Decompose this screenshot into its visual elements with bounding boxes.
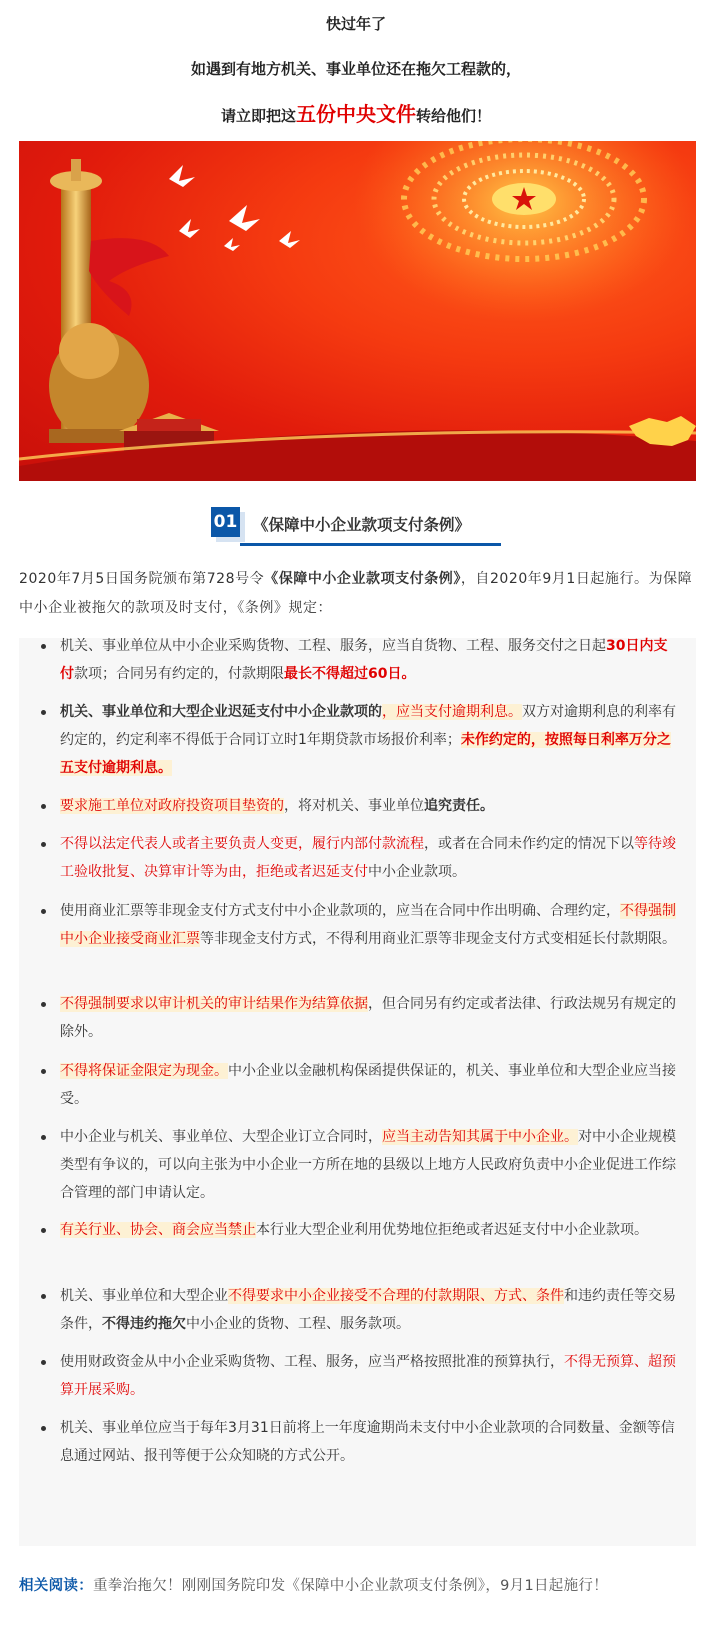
list-item [60,1282,680,1338]
item-text: 机关、事业单位和大型企业 [60,1288,228,1304]
item-emphasis: ，应当支付逾期利息。 [382,704,522,720]
item-text: 中小企业与机关、事业单位、大型企业订立合同时， [60,1129,382,1145]
lead-paragraph [19,565,695,623]
item-bold: 追究责任。 [424,798,494,814]
item-text: ，但合同另有约定或者法律、行政法规另有规定的除外。 [60,996,676,1040]
intro-line-1: 快过年了 [325,15,386,33]
related-reading [19,1572,695,1600]
item-text: ，将对机关、事业单位 [284,798,424,814]
lead-text-2: ，自2020年9月1日起施行。为保障中小企业被拖欠的款项及时支付，《条例》规定： [19,571,693,616]
intro-line-3-pre: 请立即把这 [220,107,296,125]
item-text: 中小企业的货物、工程、服务款项。 [186,1316,410,1332]
section-header [211,507,501,547]
list-item [60,632,680,688]
section-underline [240,543,501,546]
item-emphasis: 未作约定的，按照每日利率万分之五支付逾期利息。 [60,732,671,776]
item-bold: 不得违约拖欠 [102,1316,186,1332]
intro-line-3-post: 转给他们！ [416,107,492,125]
item-text: 机关、事业单位应当于每年3月31日前将上一年度逾期尚未支付中小企业款项的合同数量、金额等信息通过网站、报刊等便于公众知晓的方式公开。 [60,1420,675,1464]
bullet [41,1228,46,1233]
item-text: ，或者在合同未作约定的情况下以 [424,836,634,852]
list-item [60,1414,680,1470]
item-text: 和违约责任等交易条件， [60,1288,676,1332]
item-emphasis: 30日内支付 [60,638,668,682]
item-emphasis: 不得强制要求以审计机关的审计结果作为结算依据 [60,996,368,1012]
dove-icons [169,165,300,251]
item-text: 中小企业以金融机构保函提供保证的，机关、事业单位和大型企业应当接受。 [60,1063,676,1107]
bullet [41,644,46,649]
item-emphasis: 有关行业、协会、商会应当禁止 [60,1222,256,1238]
bullet [41,1069,46,1074]
emblem-rings [354,141,694,321]
list-item [60,1348,680,1404]
bullet [41,804,46,809]
intro-line-3 [0,98,712,127]
item-text: 款项；合同另有约定的，付款期限 [74,666,284,682]
item-text: 对中小企业规模类型有争议的，可以向主张为中小企业一方所在地的县级以上地方人民政府负责中小企业促进工作综合管理的部门申请认定。 [60,1129,676,1201]
list-item [60,1057,680,1113]
related-label: 相关阅读： [19,1578,93,1594]
intro-highlight: 五份中央文件 [296,102,416,126]
lead-regulation-title: 《保障中小企业款项支付条例》 [264,571,461,587]
bullet [41,909,46,914]
lead-text: 2020年7月5日国务院颁布第728号令 [19,571,265,587]
item-text: 使用财政资金从中小企业采购货物、工程、服务，应当严格按照批准的预算执行， [60,1354,564,1370]
item-bold: 机关、事业单位和大型企业迟延支付中小企业款项的 [60,704,382,720]
section-title: 《保障中小企业款项支付条例》 [253,516,471,534]
bullet [41,1360,46,1365]
bullet [41,710,46,715]
item-text: 等非现金支付方式，不得利用商业汇票等非现金支付方式变相延长付款期限。 [200,931,676,947]
item-text: 双方对逾期利息的利率有约定的，约定利率不得低于合同订立时1年期贷款市场报价利率； [60,704,676,748]
list-item [60,698,680,782]
item-emphasis: 最长不得超过60日。 [284,666,416,682]
banner-image [19,141,696,481]
intro-line-2: 如遇到有地方机关、事业单位还在拖欠工程款的， [190,60,521,78]
item-emphasis: 要求施工单位对政府投资项目垫资的 [60,798,284,814]
item-emphasis: 不得强制中小企业接受商业汇票 [60,903,676,947]
item-text: 使用商业汇票等非现金支付方式支付中小企业款项的，应当在合同中作出明确、合理约定， [60,903,620,919]
list-item [60,830,680,886]
bullet [41,1294,46,1299]
item-text: 中小企业款项。 [368,864,466,880]
section-number: 01 [211,507,240,537]
item-emphasis: 应当主动告知其属于中小企业。 [382,1129,578,1145]
bullet [41,1426,46,1431]
list-item [60,990,680,1046]
list-item [60,792,680,820]
item-emphasis: 不得将保证金限定为现金。 [60,1063,228,1079]
bullet [41,1002,46,1007]
list-item [60,1123,680,1207]
list-item [60,897,680,953]
related-article-link[interactable]: 重拳治拖欠！刚刚国务院印发《保障中小企业款项支付条例》，9月1日起施行！ [93,1578,608,1594]
item-emphasis: 不得以法定代表人或者主要负责人变更，履行内部付款流程 [60,836,424,852]
bullet [41,842,46,847]
bullet [41,1135,46,1140]
item-emphasis: 不得无预算、超预算开展采购。 [60,1354,676,1398]
item-text: 机关、事业单位从中小企业采购货物、工程、服务，应当自货物、工程、服务交付之日起 [60,638,606,654]
list-item [60,1216,680,1244]
banner-illustration [19,141,696,481]
item-text: 本行业大型企业利用优势地位拒绝或者迟延支付中小企业款项。 [256,1222,648,1238]
item-emphasis: 等待竣工验收批复、决算审计等为由，拒绝或者迟延支付 [60,836,676,880]
item-emphasis: 不得要求中小企业接受不合理的付款期限、方式、条件 [228,1288,564,1304]
